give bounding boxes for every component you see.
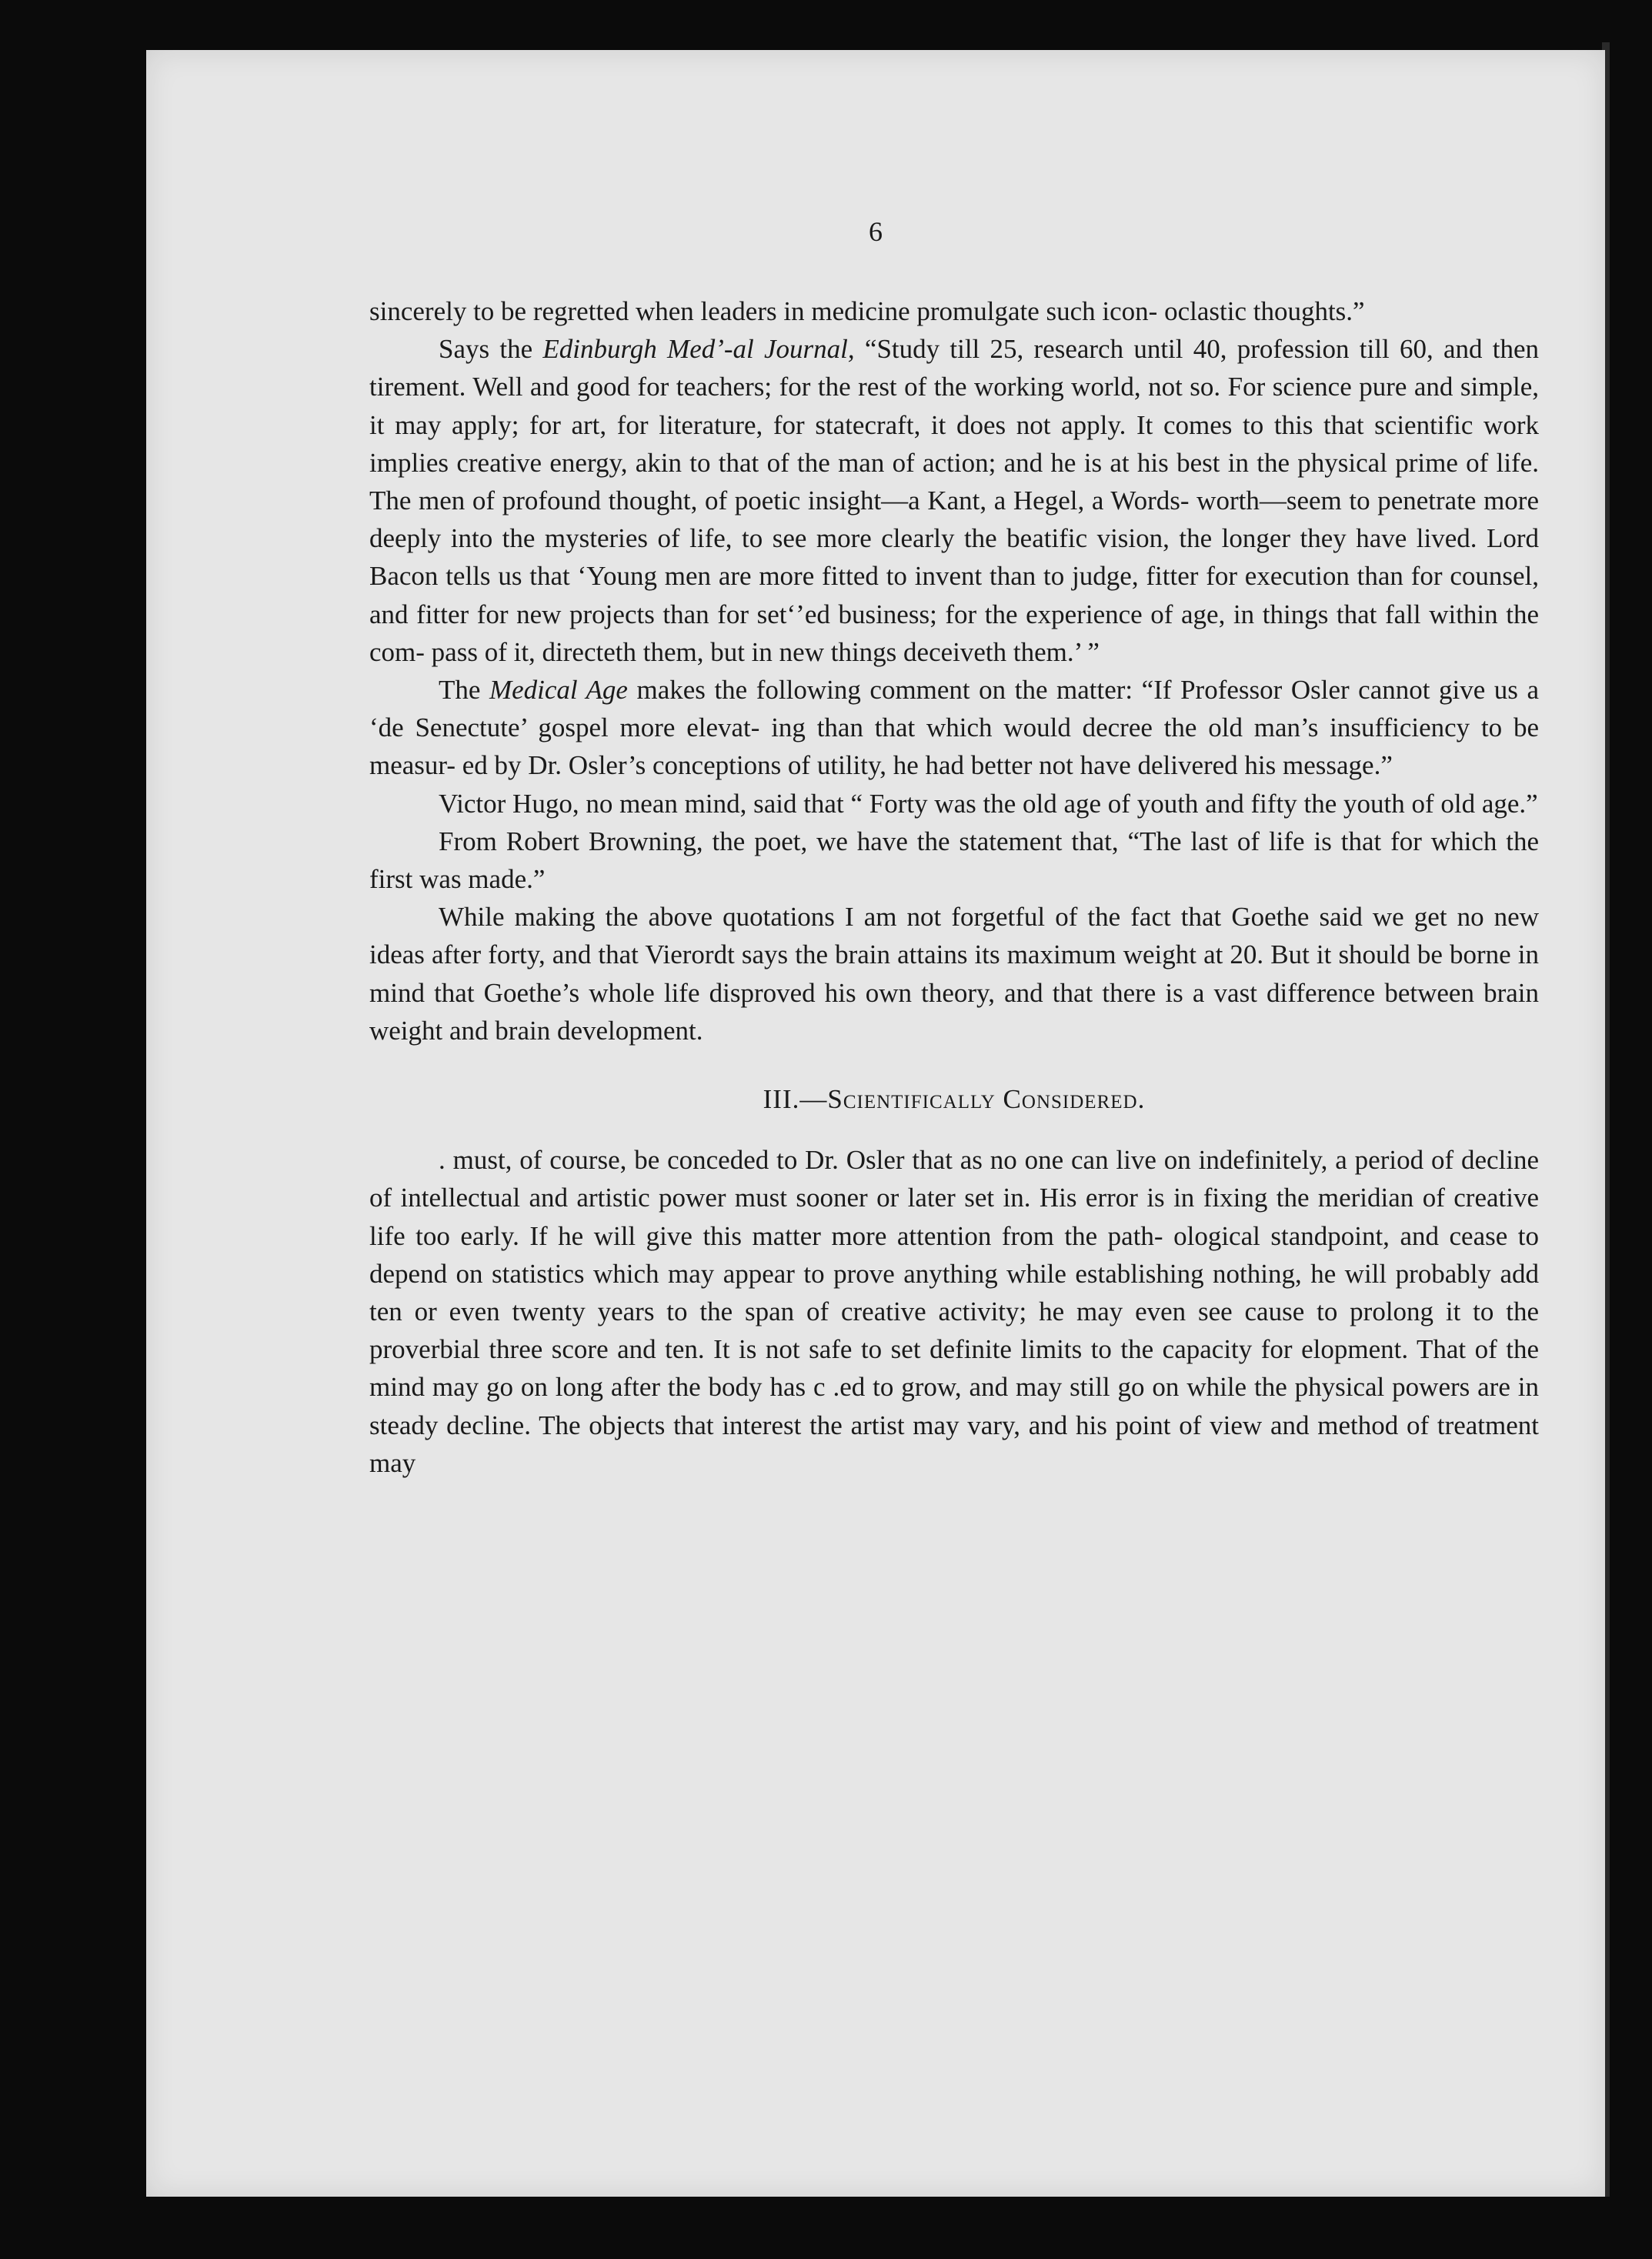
italic-title: Medical Age xyxy=(489,675,628,706)
paragraph xyxy=(369,292,1539,330)
paragraph xyxy=(369,898,1539,1049)
paragraph-text: The xyxy=(439,675,489,706)
section-heading: III.—Scientifically Considered. xyxy=(763,1084,1146,1115)
paragraph-text: sincerely to be regretted when leaders in medicine promulgate such icon- oclastic thoughts.” xyxy=(369,296,1365,326)
italic-title: Edinburgh Medʼ-al Journal, xyxy=(542,334,855,365)
paragraph xyxy=(369,671,1539,785)
paragraph xyxy=(369,330,1539,671)
page-number: 6 xyxy=(869,216,883,247)
paragraph-text: “Study till 25, research until 40, profession till 60, and then tirement. Well and good for teachers; for the rest of the working world, not so. For science pure and simple, it may apply; for art, for literature, for statecraft, it does not apply. It comes to this that scientific work implies creative energy, akin to that of the man of action; and he is at his best in the physical prime of life. The men of profound thought, of poetic insight—a Kant, a Hegel, a Words- worth—seem to penetrate more deeply into the mysteries of life, to see more clearly the beatific vision, the longer they have lived. Lord Bacon tells us that ‘Young men are more fitted to invent than to judge, fitter for execution than for counsel, and fitter for new projects than for set‘’ed business; for the experience of age, in things that fall within the com- pass of it, directeth them, but in new things deceiveth them.’ ” xyxy=(369,334,1539,667)
body-text xyxy=(369,292,1539,1482)
paragraph-text: Victor Hugo, no mean mind, said that “ Forty was the old age of youth and fifty the youth of old age.” xyxy=(439,788,1538,819)
paragraph xyxy=(369,823,1539,898)
paragraph xyxy=(369,785,1539,823)
paragraph-text: From Robert Browning, the poet, we have the statement that, “The last of life is that for which the first was made.” xyxy=(369,826,1539,895)
paragraph: . must, of course, be conceded to Dr. Osler that as no one can live on indefinitely, a period of decline of intellectual and artistic power must sooner or later set in. His error is in fixing the meridian of creative life too early. If he will give this matter more attention from the path- ological standpoint, and cease to depend on statistics which may appear to prove anything while establishing nothing, he will probably add ten or even twenty years to the span of creative activity; he may even see cause to prolong it to the proverbial three score and ten. It is not safe to set definite limits to the capacity for elopment. That of the mind may go on long after the body has c .ed to grow, and may still go on while the physical powers are in steady decline. The objects that interest the artist may vary, and his point of view and method of treatment may xyxy=(369,1145,1539,1478)
paragraph-text: Says the xyxy=(439,334,543,365)
document-page xyxy=(146,50,1605,2197)
paragraph-text: While making the above quotations I am not forgetful of the fact that Goethe said we get no new ideas after forty, and that Vierordt says the brain attains its maximum weight at 20. But it should be borne in mind that Goethe’s whole life disproved his own theory, and that there is a vast difference between brain weight and brain development. xyxy=(369,902,1539,1046)
paragraph-text: makes the following comment on the matter: “If Professor Osler cannot give us a ‘de Senectute’ gospel more elevat- ing than that which would decree the old man’s insufficiency to be measur- ed by Dr. Osler’s conceptions of utility, he had better not have delivered his message.” xyxy=(369,675,1539,781)
